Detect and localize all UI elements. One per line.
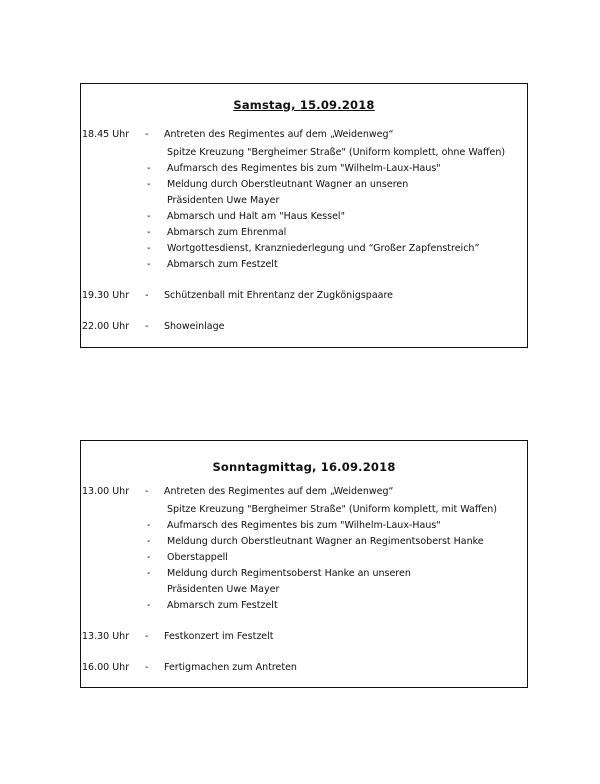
schedule-row <box>81 226 527 240</box>
section-title: Samstag, 15.09.2018 <box>233 98 375 112</box>
schedule-row <box>81 242 527 256</box>
schedule-row <box>81 630 527 644</box>
bullet-dash: - <box>145 290 149 301</box>
bullet-dash: - <box>145 129 149 140</box>
schedule-text: Fertigmachen zum Antreten <box>164 662 297 673</box>
schedule-row <box>81 583 527 597</box>
bullet-dash: - <box>147 536 151 547</box>
schedule-text: Aufmarsch des Regimentes bis zum "Wilhelm-Laux-Haus" <box>167 520 441 531</box>
schedule-row <box>81 258 527 272</box>
schedule-text: Meldung durch Regimentsoberst Hanke an unseren <box>167 568 411 579</box>
schedule-text: Abmarsch und Halt am "Haus Kessel" <box>167 211 345 222</box>
schedule-row <box>81 567 527 581</box>
schedule-row <box>81 178 527 192</box>
bullet-dash: - <box>147 211 151 222</box>
schedule-text: Spitze Kreuzung "Bergheimer Straße" (Uniform komplett, mit Waffen) <box>167 504 497 515</box>
schedule-text: Antreten des Regimentes auf dem „Weidenweg“ <box>164 486 394 497</box>
bullet-dash: - <box>147 520 151 531</box>
schedule-row <box>81 320 527 334</box>
schedule-text: Wortgottesdienst, Kranzniederlegung und “Großer Zapfenstreich” <box>167 243 480 254</box>
bullet-dash: - <box>147 243 151 254</box>
schedule-text: Meldung durch Oberstleutnant Wagner an unseren <box>167 179 409 190</box>
schedule-row <box>81 485 527 499</box>
schedule-text: Abmarsch zum Festzelt <box>167 600 278 611</box>
schedule-row <box>81 661 527 675</box>
schedule-time: 13.00 Uhr <box>82 486 130 497</box>
schedule-text: Präsidenten Uwe Mayer <box>167 584 280 595</box>
bullet-dash: - <box>147 600 151 611</box>
bullet-dash: - <box>145 662 149 673</box>
schedule-time: 18.45 Uhr <box>82 129 130 140</box>
bullet-dash: - <box>147 227 151 238</box>
schedule-row <box>81 146 527 160</box>
schedule-text: Abmarsch zum Ehrenmal <box>167 227 287 238</box>
schedule-text: Spitze Kreuzung "Bergheimer Straße" (Uniform komplett, ohne Waffen) <box>167 147 506 158</box>
schedule-row <box>81 194 527 208</box>
schedule-time: 19.30 Uhr <box>82 290 130 301</box>
schedule-text: Schützenball mit Ehrentanz der Zugkönigspaare <box>164 290 394 301</box>
schedule-time: 22.00 Uhr <box>82 321 130 332</box>
section-title: Sonntagmittag, 16.09.2018 <box>212 460 396 474</box>
schedule-row <box>81 519 527 533</box>
schedule-text: Aufmarsch des Regimentes bis zum "Wilhelm-Laux-Haus" <box>167 163 441 174</box>
bullet-dash: - <box>145 321 149 332</box>
schedule-time: 16.00 Uhr <box>82 662 130 673</box>
bullet-dash: - <box>147 259 151 270</box>
schedule-row <box>81 535 527 549</box>
bullet-dash: - <box>145 631 149 642</box>
schedule-box-saturday <box>80 83 528 348</box>
schedule-text: Abmarsch zum Festzelt <box>167 259 278 270</box>
schedule-row <box>81 128 527 142</box>
schedule-text: Präsidenten Uwe Mayer <box>167 195 280 206</box>
bullet-dash: - <box>147 552 151 563</box>
schedule-row <box>81 162 527 176</box>
schedule-text: Showeinlage <box>164 321 225 332</box>
schedule-row <box>81 210 527 224</box>
schedule-row <box>81 551 527 565</box>
schedule-time: 13.30 Uhr <box>82 631 130 642</box>
bullet-dash: - <box>147 179 151 190</box>
bullet-dash: - <box>147 163 151 174</box>
schedule-text: Oberstappell <box>167 552 228 563</box>
schedule-row <box>81 599 527 613</box>
bullet-dash: - <box>147 568 151 579</box>
schedule-row <box>81 503 527 517</box>
schedule-text: Antreten des Regimentes auf dem „Weidenweg“ <box>164 129 394 140</box>
schedule-text: Festkonzert im Festzelt <box>164 631 274 642</box>
bullet-dash: - <box>145 486 149 497</box>
schedule-text: Meldung durch Oberstleutnant Wagner an Regimentsoberst Hanke <box>167 536 484 547</box>
schedule-box-sunday <box>80 440 528 688</box>
schedule-row <box>81 289 527 303</box>
